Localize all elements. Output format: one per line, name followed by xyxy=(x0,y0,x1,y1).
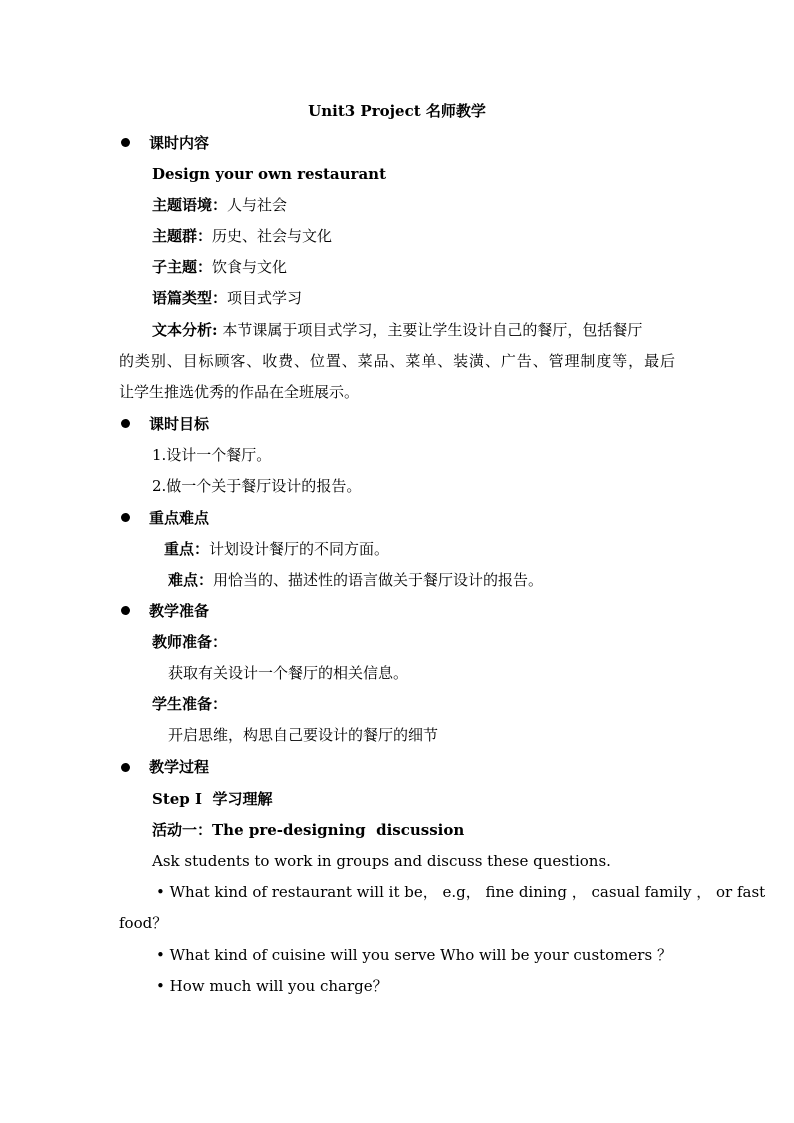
analysis-line-1 xyxy=(152,320,642,340)
subtheme-value: 饮食与文化 xyxy=(212,258,288,276)
section-heading-goals: 课时目标 xyxy=(149,415,210,433)
activity-heading: 活动一：The pre-designing discussion xyxy=(152,821,465,839)
type-value: 项目式学习 xyxy=(227,289,303,307)
bullet-icon xyxy=(121,513,130,522)
bullet-icon xyxy=(121,606,130,615)
step-heading: Step I 学习理解 xyxy=(152,790,273,808)
type-line xyxy=(152,288,302,308)
type-label: 语篇类型： xyxy=(152,289,228,307)
teacher-prep-label: 教师准备： xyxy=(152,633,228,651)
bullet-icon xyxy=(121,419,130,428)
analysis-label: 文本分析: xyxy=(152,321,218,339)
group-label: 主题群： xyxy=(152,227,213,245)
difficulty-label: 难点： xyxy=(168,571,214,589)
context-label: 主题语境： xyxy=(152,196,228,214)
section-heading-preparation: 教学准备 xyxy=(149,602,210,620)
group-value: 历史、社会与文化 xyxy=(212,227,333,245)
analysis-text-1: 本节课属于项目式学习，主要让学生设计自己的餐厅，包括餐厅 xyxy=(217,321,643,339)
analysis-line-3: 让学生推选优秀的作品在全班展示。 xyxy=(119,383,360,401)
key-point-value: 计划设计餐厅的不同方面。 xyxy=(209,540,390,558)
difficulty-line xyxy=(168,570,543,590)
instruction-text: Ask students to work in groups and discuss these questions. xyxy=(152,852,611,870)
context-line xyxy=(152,195,287,215)
bullet-icon xyxy=(121,763,130,772)
question-1-line-1: • What kind of restaurant will it be， e.g， fine dining ， casual family ， or fast xyxy=(156,883,766,901)
key-point-label: 重点： xyxy=(164,540,210,558)
section-heading-content: 课时内容 xyxy=(149,134,210,152)
page-title: Unit3 Project 名师教学 xyxy=(308,102,486,120)
section-heading-process: 教学过程 xyxy=(149,758,210,776)
analysis-line-2: 的类别、目标顾客、收费、位置、菜品、菜单、装潢、广告、管理制度等，最后 xyxy=(119,352,675,370)
student-prep-value: 开启思维，构思自己要设计的餐厅的细节 xyxy=(168,726,439,744)
student-prep-label: 学生准备： xyxy=(152,695,228,713)
goal-item-1: 1.设计一个餐厅。 xyxy=(152,446,272,464)
group-line xyxy=(152,226,332,246)
goal-item-2: 2.做一个关于餐厅设计的报告。 xyxy=(152,477,362,495)
question-2: • What kind of cuisine will you serve Who will be your customers ？ xyxy=(156,946,672,964)
key-point-line xyxy=(164,539,389,559)
context-value: 人与社会 xyxy=(227,196,288,214)
bullet-icon xyxy=(121,138,130,147)
subtheme-label: 子主题： xyxy=(152,258,213,276)
question-1-line-2: food？ xyxy=(119,914,168,932)
section-heading-key-points: 重点难点 xyxy=(149,509,210,527)
topic-title: Design your own restaurant xyxy=(152,165,387,183)
question-3: • How much will you charge？ xyxy=(156,977,388,995)
subtheme-line xyxy=(152,257,287,277)
difficulty-value: 用恰当的、描述性的语言做关于餐厅设计的报告。 xyxy=(213,571,544,589)
teacher-prep-value: 获取有关设计一个餐厅的相关信息。 xyxy=(168,664,409,682)
